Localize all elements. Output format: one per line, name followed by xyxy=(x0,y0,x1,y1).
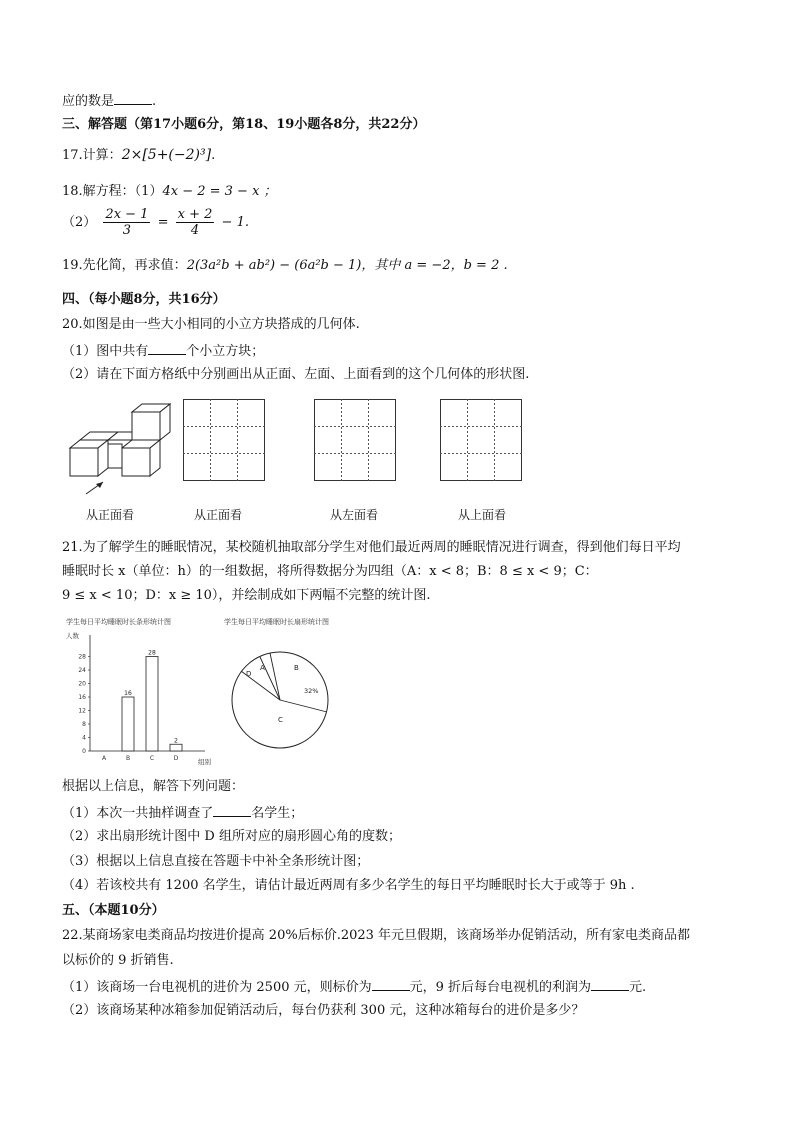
y-tick-label: 24 xyxy=(78,667,86,674)
q21-after: 根据以上信息，解答下列问题： xyxy=(62,779,245,794)
x-axis-label: 组别 xyxy=(198,758,211,766)
q21-part4: （4）若该校共有 1200 名学生，请估计最近两周有多少名学生的每日平均睡眠时长大于或等于 9h . xyxy=(62,878,635,893)
q21-part2: （2）求出扇形统计图中 D 组所对应的扇形圆心角的度数； xyxy=(62,829,401,844)
pie-label-d: D xyxy=(246,670,252,678)
question-19: 19.先化简，再求值：2(3a²b + ab²) − (6a²b − 1)，其中 a = −2，b = 2 . xyxy=(62,258,508,273)
q21-part3: （3）根据以上信息直接在答题卡中补全条形统计图； xyxy=(62,854,370,869)
bar-chart-title: 学生每日平均睡眠时长条形统计图 xyxy=(66,618,171,626)
bar-value-label: 2 xyxy=(174,737,178,745)
pie-chart xyxy=(222,614,352,766)
y-tick-label: 8 xyxy=(82,721,86,728)
q22-intro-2: 以标价的 9 折销售. xyxy=(62,953,174,968)
q22-part1: （1）该商场一台电视机的进价为 2500 元，则标价为 元，9 折后每台电视机的利润为 元. xyxy=(62,977,646,997)
caption-left: 从左面看 xyxy=(330,508,379,522)
caption-front: 从正面看 xyxy=(194,508,243,522)
pie-chart-title: 学生每日平均睡眠时长扇形统计图 xyxy=(224,618,329,626)
q20-part1: （1）图中共有 个小立方块； xyxy=(62,341,264,361)
y-tick-label: 28 xyxy=(78,653,86,661)
answer-blank[interactable] xyxy=(591,977,629,991)
y-axis-label: 人数 xyxy=(66,632,79,640)
fraction-right: $\frac{x + 2}{4}$ xyxy=(177,207,213,238)
pie-label-b: B xyxy=(294,664,299,672)
question-18-part1: 18.解方程：（1）4x − 2 = 3 − x ； xyxy=(62,184,277,199)
y-tick-label: 12 xyxy=(78,707,86,715)
y-tick-label: 4 xyxy=(82,734,86,742)
q21-intro-2: 睡眠时长 x（单位：h）的一组数据，将所得数据分为四组（A：x < 8；B：8 ≤ x < 9；C： xyxy=(62,564,598,579)
bar-value-label: 16 xyxy=(124,690,132,697)
grid-left[interactable] xyxy=(314,399,396,481)
bar-c xyxy=(146,657,158,752)
section-5-title: 五、（本题10分） xyxy=(62,903,165,918)
y-tick-label: 0 xyxy=(82,748,86,755)
pie-label-a: A xyxy=(260,664,265,672)
q21-part1: （1）本次一共抽样调查了 名学生； xyxy=(62,803,303,823)
pie-annotation-b: 32% xyxy=(304,687,319,695)
caption-figure: 从正面看 xyxy=(86,508,135,522)
section-4-title: 四、（每小题8分，共16分） xyxy=(62,292,226,307)
grid-front[interactable] xyxy=(183,399,265,481)
prev-question-tail: 应的数是 . xyxy=(62,91,156,111)
q20-intro: 20.如图是由一些大小相同的小立方块搭成的几何体. xyxy=(62,317,360,332)
category-label: C xyxy=(149,755,155,762)
section-3-title: 三、解答题（第17小题6分，第18、19小题各8分，共22分） xyxy=(62,117,426,132)
q22-intro-1: 22.某商场家电类商品均按进价提高 20%后标价.2023 年元旦假期，该商场举办促销活动，所有家电类商品都 xyxy=(62,928,691,943)
answer-blank[interactable] xyxy=(372,977,410,991)
question-18-part2: （2） $\frac{2x - 1}{3}$ = $\frac{x + 2}{4}$ − 1. xyxy=(62,207,249,238)
bar-chart xyxy=(62,614,222,766)
q20-part2: （2）请在下面方格纸中分别画出从正面、左面、上面看到的这个几何体的形状图. xyxy=(62,367,530,382)
cube-figure xyxy=(68,402,178,497)
category-label: A xyxy=(101,755,107,762)
q17-expression: 2×[5+(−2)³] xyxy=(121,147,212,163)
category-label: D xyxy=(173,755,179,762)
q22-part2: （2）该商场某种冰箱参加促销活动后，每台仍获利 300 元，这种冰箱每台的进价是多少？ xyxy=(62,1003,585,1018)
answer-blank[interactable] xyxy=(148,341,186,355)
bar-d xyxy=(170,744,182,751)
category-label: B xyxy=(125,755,131,762)
bar-b xyxy=(122,697,134,751)
q21-intro-1: 21.为了解学生的睡眠情况，某校随机抽取部分学生对他们最近两周的睡眠情况进行调查，得到他们每日平均 xyxy=(62,540,681,555)
q21-intro-3: 9 ≤ x < 10；D：x ≥ 10），并绘制成如下两幅不完整的统计图. xyxy=(62,588,431,603)
y-tick-label: 16 xyxy=(78,694,86,701)
caption-top: 从上面看 xyxy=(458,508,507,522)
answer-blank[interactable] xyxy=(213,803,251,817)
pie-label-c: C xyxy=(278,716,283,724)
question-17: 17.计算：2×[5+(−2)³]. xyxy=(62,147,216,163)
bar-value-label: 28 xyxy=(148,649,156,657)
answer-blank[interactable] xyxy=(114,91,152,105)
q19-expression: 2(3a²b + ab²) − (6a²b − 1) xyxy=(186,258,362,273)
grid-top[interactable] xyxy=(440,399,522,481)
fraction-left: $\frac{2x - 1}{3}$ xyxy=(105,207,149,238)
y-tick-label: 20 xyxy=(78,680,86,688)
